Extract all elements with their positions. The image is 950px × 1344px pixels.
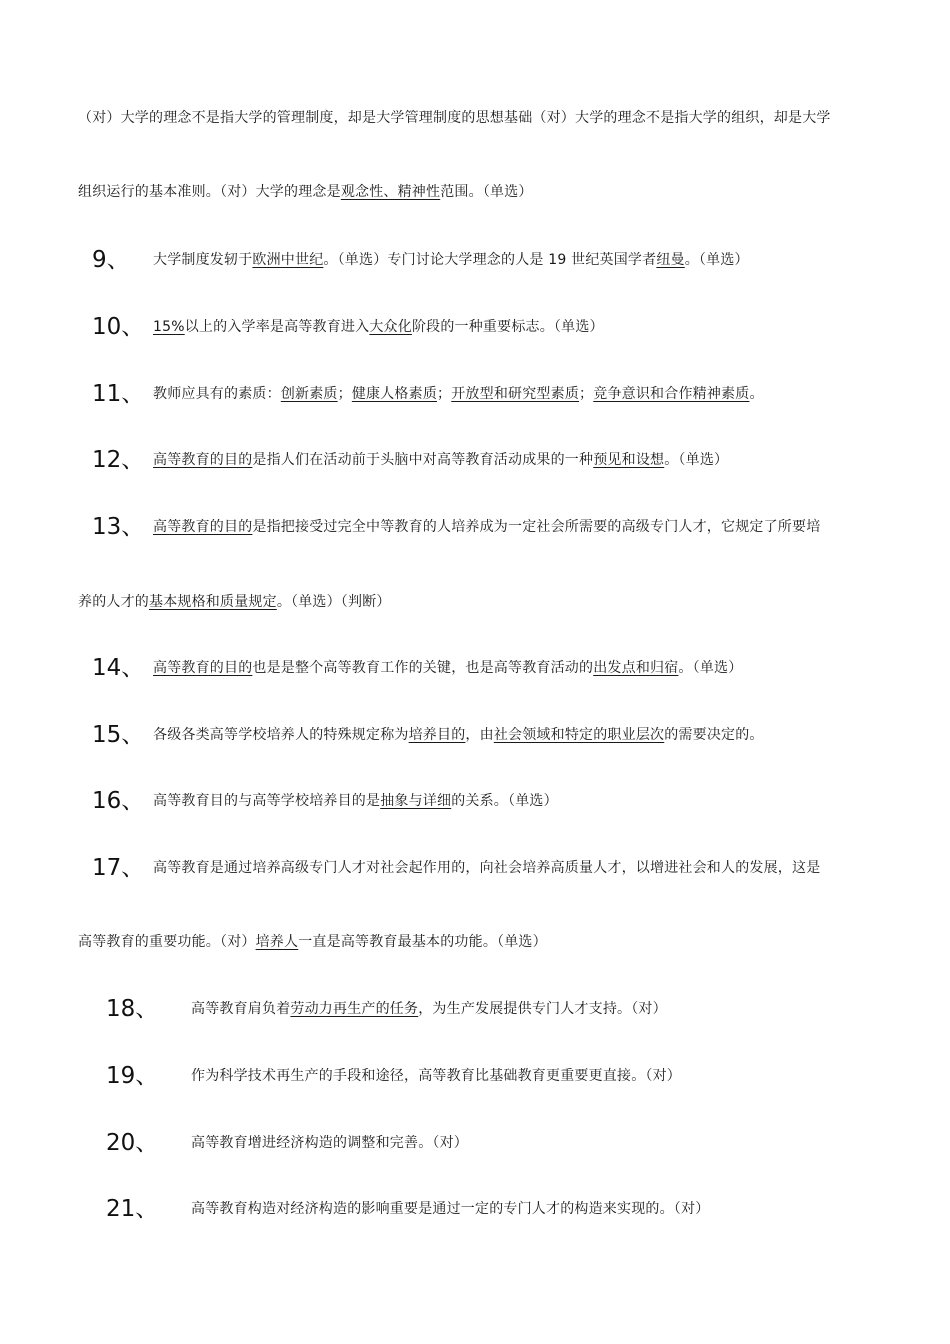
text-segment: 阶段的一种重要标志。（单选） — [411, 319, 604, 335]
underlined-term: 基本规格和质量规定 — [149, 594, 277, 610]
item-number: 9、 — [92, 247, 130, 273]
underlined-term: 高等教育的目的 — [153, 660, 253, 676]
item-number: 15、 — [92, 722, 145, 748]
text-segment: 以上的入学率是高等教育进入 — [184, 319, 370, 335]
text-segment: ； — [437, 386, 452, 402]
text-segment: 是指人们在活动前于头脑中对高等教育活动成果的一种 — [252, 452, 594, 468]
item-text — [153, 517, 820, 537]
text-segment: ，为生产发展提供专门人才支持。（对） — [418, 1001, 667, 1017]
text-segment: （对）大学的理念不是指大学的管理制度，却是大学管理制度的思想基础（对）大学的理念不是指大学的组织，却是大学 — [78, 110, 831, 126]
underlined-term: 开放型和研究型素质 — [451, 386, 580, 402]
item-number: 18、 — [106, 996, 159, 1022]
text-segment: 各级各类高等学校培养人的特殊规定称为 — [153, 727, 409, 743]
underlined-term: 培养目的 — [408, 727, 466, 743]
underlined-term: 预见和设想 — [593, 452, 665, 468]
underlined-term: 出发点和归宿 — [593, 660, 679, 676]
text-segment: 。（单选） — [664, 452, 729, 468]
underlined-term: 高等教育的目的 — [153, 452, 253, 468]
intro-line-1 — [78, 108, 831, 128]
text-segment: 。（单选） — [684, 252, 749, 268]
text-segment: 大学制度发轫于 — [153, 252, 253, 268]
item-text-continuation — [78, 932, 547, 952]
text-segment: 。 — [749, 386, 764, 402]
item-text — [153, 250, 749, 270]
text-segment: ； — [579, 386, 594, 402]
text-segment: 高等教育是通过培养高级专门人才对社会起作用的，向社会培养高质量人才，以增进社会和人的发展，这是 — [153, 860, 821, 876]
text-segment: 高等教育目的与高等学校培养目的是 — [153, 793, 381, 809]
underlined-term: 观念性、精神性 — [340, 184, 441, 200]
item-text — [153, 317, 604, 337]
item-number: 12、 — [92, 447, 145, 473]
underlined-term: 大众化 — [369, 319, 412, 335]
item-text — [191, 1133, 468, 1153]
text-segment: 高等教育的重要功能。（对） — [78, 934, 256, 950]
item-number: 17、 — [92, 855, 145, 881]
text-segment: 养的人才的 — [78, 594, 149, 610]
text-segment: 也是是整个高等教育工作的关键，也是高等教育活动的 — [252, 660, 594, 676]
underlined-term: 劳动力再生产的任务 — [290, 1001, 419, 1017]
item-text — [191, 1199, 709, 1219]
underlined-term: 高等教育的目的 — [153, 519, 253, 535]
item-text — [191, 1066, 681, 1086]
text-segment: 高等教育构造对经济构造的影响重要是通过一定的专门人才的构造来实现的。（对） — [191, 1201, 710, 1217]
item-text — [153, 384, 764, 404]
underlined-term: 竞争意识和合作精神素质 — [593, 386, 750, 402]
item-number: 16、 — [92, 788, 145, 814]
item-number: 11、 — [92, 381, 145, 407]
item-text — [153, 791, 558, 811]
text-segment: ，由 — [465, 727, 494, 743]
text-segment: 教师应具有的素质： — [153, 386, 281, 402]
item-number: 10、 — [92, 314, 145, 340]
underlined-term: 健康人格素质 — [351, 386, 438, 402]
item-number: 21、 — [106, 1196, 159, 1222]
item-text-continuation — [78, 592, 391, 612]
text-segment: 。（单选） — [678, 660, 743, 676]
text-segment: 高等教育肩负着 — [191, 1001, 291, 1017]
text-segment: 的需要决定的。 — [664, 727, 764, 743]
item-text — [153, 858, 820, 878]
text-segment: 高等教育增进经济构造的调整和完善。（对） — [191, 1135, 468, 1151]
item-number: 14、 — [92, 655, 145, 681]
underlined-term: 15% — [153, 319, 185, 335]
item-text — [153, 450, 728, 470]
item-text — [191, 999, 667, 1019]
text-segment: 组织运行的基本准则。（对）大学的理念是 — [78, 184, 341, 200]
text-segment: 。（单选）专门讨论大学理念的人是 19 世纪英国学者 — [323, 252, 657, 268]
intro-line-2 — [78, 182, 533, 202]
item-text — [153, 725, 764, 745]
underlined-term: 社会领域和特定的职业层次 — [493, 727, 665, 743]
item-text — [153, 658, 742, 678]
text-segment: 作为科学技术再生产的手段和途径，高等教育比基础教育更重要更直接。（对） — [191, 1068, 681, 1084]
text-segment: 一直是高等教育最基本的功能。（单选） — [298, 934, 547, 950]
item-number: 19、 — [106, 1063, 159, 1089]
item-number: 20、 — [106, 1130, 159, 1156]
item-number: 13、 — [92, 514, 145, 540]
text-segment: 的关系。（单选） — [451, 793, 558, 809]
underlined-term: 纽曼 — [656, 252, 685, 268]
underlined-term: 欧洲中世纪 — [252, 252, 324, 268]
underlined-term: 创新素质 — [280, 386, 338, 402]
text-segment: 范围。（单选） — [440, 184, 533, 200]
underlined-term: 培养人 — [255, 934, 299, 950]
text-segment: 。（单选）（判断） — [276, 594, 391, 610]
underlined-term: 抽象与详细 — [380, 793, 452, 809]
text-segment: 是指把接受过完全中等教育的人培养成为一定社会所需要的高级专门人才，它规定了所要培 — [252, 519, 821, 535]
text-segment: ； — [337, 386, 352, 402]
